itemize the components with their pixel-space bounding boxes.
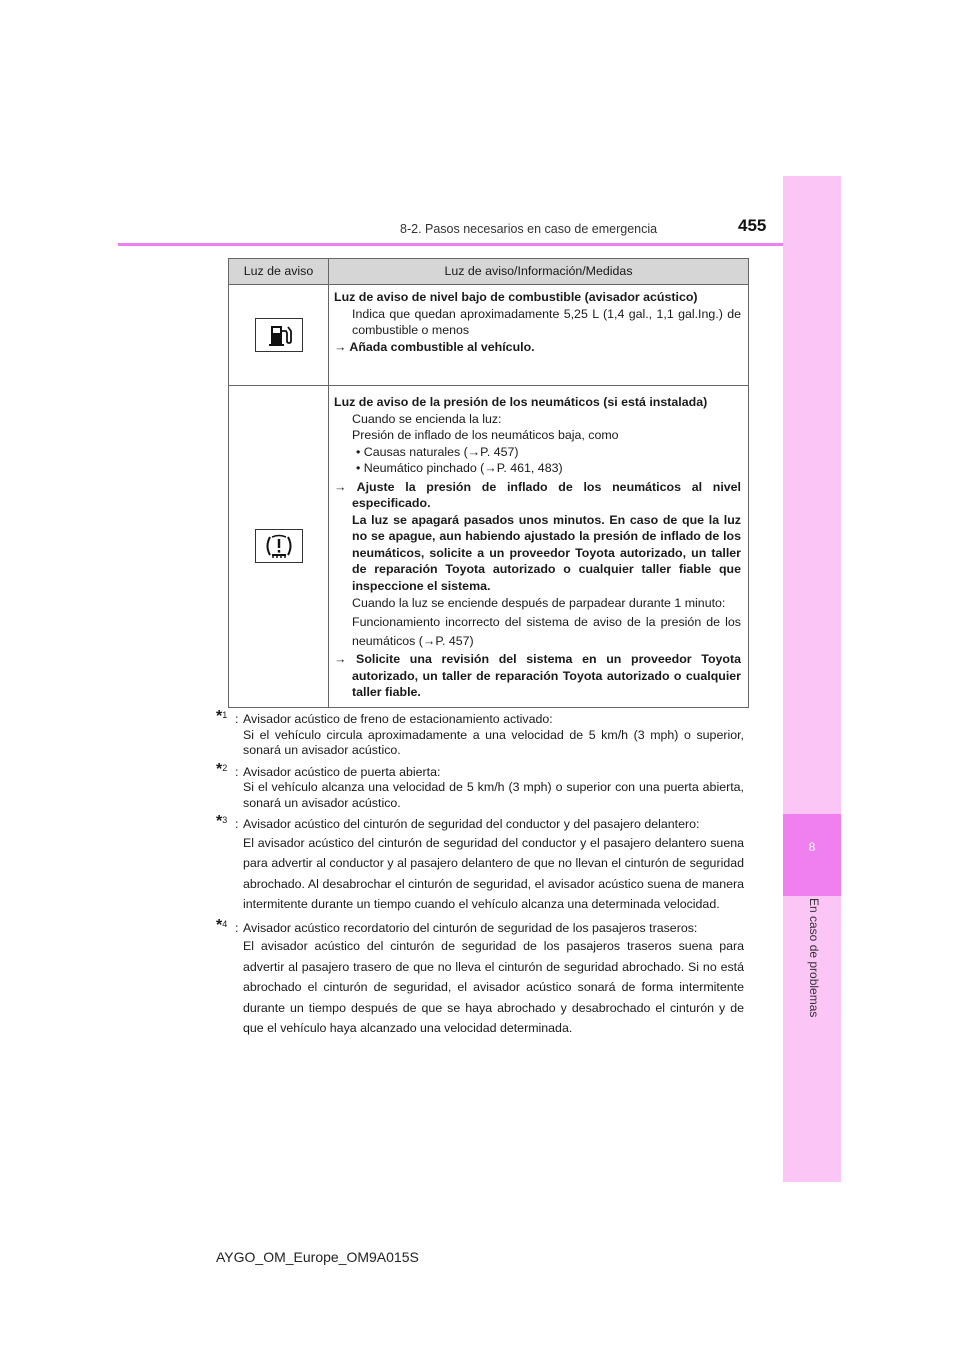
fuel-warning-desc: Indica que quedan aproximadamente 5,25 L (1,4 gal., 1,1 gal.Ing.) de combustible o menos — [352, 306, 741, 337]
section-title: 8-2. Pasos necesarios en caso de emergencia — [400, 222, 658, 236]
footnote-title: Avisador acústico del cinturón de seguridad del conductor y del pasajero delantero: — [243, 817, 700, 831]
chapter-title: En caso de problemas — [807, 898, 821, 1018]
fuel-pump-icon — [255, 318, 303, 352]
footnote-marker: *$^1$ — [216, 708, 228, 725]
tire-bullet-1: • Causas naturales (→P. 457) — [356, 444, 519, 459]
table-row — [229, 285, 749, 386]
tire-action-1-note: La luz se apagará pasados unos minutos. En caso de que la luz no se apague, aun habiendo ajustado la presión de inflado de los neumáticos, solicite a un proveedor Toyota autorizado, un taller de reparación Toyota autorizado o cualquier taller fiable que inspeccione el sistema. — [352, 512, 741, 593]
footnote-3: *$^3$ : Avisador acústico del cinturón de seguridad del conductor y del pasajero delantero: El avisador acústico del cinturón de seguridad del conductor y el pasajero delantero suena para advertir al conductor y al pasajero delantero de que no llevan el cinturón de seguridad abrochado. Al desabrochar el cinturón de seguridad, el avisador acústico suena de manera intermitente durante un tiempo cuando el vehículo alcanza una determinada velocidad. — [216, 817, 744, 915]
footnotes — [216, 708, 744, 1045]
tire-line-3: Cuando la luz se enciende después de parpadear durante 1 minuto: — [352, 596, 726, 610]
table-row — [229, 386, 749, 708]
chapter-number-box — [783, 814, 841, 896]
tire-line-2: Presión de inflado de los neumáticos baja, como — [352, 428, 619, 442]
footnote-marker: *$^2$ — [216, 760, 228, 778]
footnote-body: El avisador acústico del cinturón de seguridad de los pasajeros traseros suena para advertir al pasajero trasero de que no lleva el cinturón de seguridad abrochado. Si no está abrochado el cinturón de seguridad, el avisador acústico sonará de forma intermitente durante un tiempo después de que se haya abrochado y desabrochado el cinturón y de que el vehículo haya alcanzado una velocidad determinada. — [243, 939, 744, 1035]
tire-pressure-info — [329, 386, 749, 708]
tire-pressure-warning-icon — [255, 529, 303, 563]
tire-action-1: → Ajuste la presión de inflado de los neumáticos al nivel especificado. — [334, 479, 741, 510]
footnote-body: Si el vehículo alcanza una velocidad de 5 km/h (3 mph) o superior con una puerta abierta, sonará un avisador acústico. — [243, 780, 744, 810]
page-number: 455 — [738, 216, 767, 235]
footnote-1: *$^1$ : Avisador acústico de freno de estacionamiento activado: Si el vehículo circula aproximadamente a una velocidad de 5 km/h (3 mph) o superior, sonará un avisador acústico. — [216, 708, 744, 757]
footnote-body: Si el vehículo circula aproximadamente a una velocidad de 5 km/h (3 mph) o superior, sonará un avisador acústico. — [243, 727, 744, 757]
fuel-warning-action: → Añada combustible al vehículo. — [334, 339, 535, 354]
chapter-number: 8 — [808, 840, 816, 854]
footnote-body: El avisador acústico del cinturón de seguridad del conductor y el pasajero delantero suena para advertir al conductor y al pasajero delantero de que no llevan el cinturón de seguridad abrochado. Al desabrochar el cinturón de seguridad, el avisador acústico suena de manera intermitente durante un tiempo cuando el vehículo alcanza una determinada velocidad. — [243, 835, 744, 911]
chapter-side-tab — [783, 176, 841, 1182]
document-code: AYGO_OM_Europe_OM9A015S — [216, 1249, 419, 1265]
icon-cell — [229, 386, 329, 708]
table-header-row — [229, 259, 749, 285]
header-divider — [118, 243, 783, 246]
tire-warning-title: Luz de aviso de la presión de los neumáticos (si está instalada) — [334, 395, 708, 409]
tire-action-2: → Solicite una revisión del sistema en un proveedor Toyota autorizado, un taller de reparación Toyota autorizado o cualquier taller fiable. — [334, 652, 741, 699]
warning-light-table — [228, 258, 749, 708]
column-header-info: Luz de aviso/Información/Medidas — [329, 259, 749, 285]
footnote-title: Avisador acústico de puerta abierta: — [243, 764, 441, 779]
footnote-marker: *$^4$ — [216, 916, 228, 934]
icon-cell — [229, 285, 329, 386]
footnote-4: *$^4$ : Avisador acústico recordatorio del cinturón de seguridad de los pasajeros traseros: El avisador acústico del cinturón de seguridad de los pasajeros traseros suena para advertir al pasajero trasero de que no lleva el cinturón de seguridad abrochado. Si no está abrochado el cinturón de seguridad, el avisador acústico sonará de forma intermitente durante un tiempo después de que se haya abrochado y desabrochado el cinturón y de que el vehículo haya alcanzado una velocidad determinada. — [216, 921, 744, 1039]
footnote-2: *$^2$ : Avisador acústico de puerta abierta: Si el vehículo alcanza una velocidad de 5 km/h (3 mph) o superior con una puerta abierta, sonará un avisador acústico. — [216, 760, 744, 810]
fuel-warning-title: Luz de aviso de nivel bajo de combustible (avisador acústico) — [334, 290, 698, 304]
footnote-title: Avisador acústico recordatorio del cinturón de seguridad de los pasajeros traseros: — [243, 920, 698, 935]
tire-line-4: Funcionamiento incorrecto del sistema de aviso de la presión de los neumáticos (→P. 457) — [352, 615, 741, 648]
footnote-marker: *$^3$ — [216, 813, 228, 830]
footnote-title: Avisador acústico de freno de estacionamiento activado: — [243, 712, 553, 726]
tire-bullet-2: • Neumático pinchado (→P. 461, 483) — [356, 461, 563, 475]
column-header-light: Luz de aviso — [229, 259, 329, 285]
fuel-warning-info — [329, 285, 749, 386]
tire-line-1: Cuando se encienda la luz: — [352, 411, 502, 426]
